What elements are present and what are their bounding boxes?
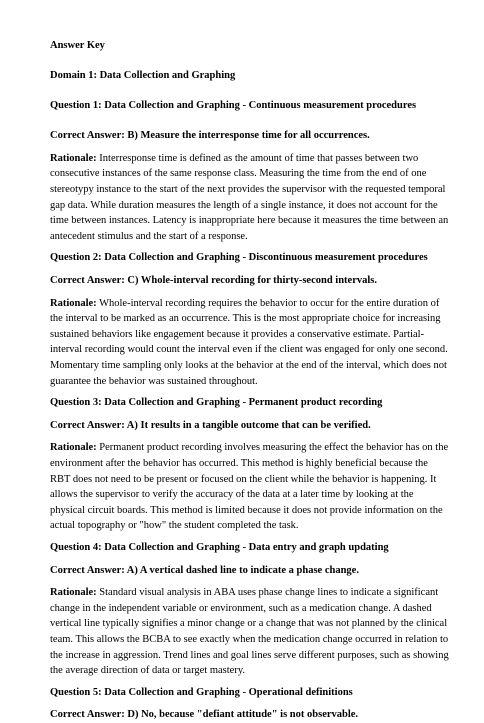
correct-answer: Correct Answer: B) Measure the interresponse time for all occurrences.	[50, 130, 370, 142]
rationale	[50, 151, 450, 245]
rationale-label: Rationale:	[50, 587, 97, 599]
correct-answer: Correct Answer: A) A vertical dashed line to indicate a phase change.	[50, 564, 359, 576]
domain-heading: Domain 1: Data Collection and Graphing	[50, 70, 236, 82]
correct-answer: Correct Answer: D) No, because "defiant attitude" is not observable.	[50, 709, 359, 721]
rationale-text: Permanent product recording involves measuring the effect the behavior has on the environment after the behavior has occurred. This method is highly beneficial because the RBT does not need to be present or focused on the client while the behavior is happening. It allows the supervisor to verify the accuracy of the data at a later time by looking at the physical circuit boards. This method is limited because it does not provide information on the actual topography or "how" the student completed the task.	[50, 442, 449, 532]
rationale-label: Rationale:	[50, 442, 97, 454]
rationale-text: Interresponse time is defined as the amount of time that passes between two consecutive instances of the same response class. Measuring the time from the end of one stereotypy instance to the start of the next provides the supervisor with the requested temporal gap data. While duration measures the length of a single instance, it does not account for the time between instances. Latency is inappropriate here because it measures the time between an antecedent stimulus and the start of a response.	[50, 152, 449, 242]
rationale-text: Standard visual analysis in ABA uses phase change lines to indicate a significant change in the independent variable or environment, such as a medication change. A dashed vertical line typically signifies a minor change or a change that was not planned by the clinical team. This allows the BCBA to see exactly when the medication change occurred in relation to the increase in aggression. Trend lines and goal lines serve different purposes, such as showing the average direction of data or target mastery.	[50, 587, 449, 677]
rationale-text: Whole-interval recording requires the behavior to occur for the entire duration of the interval to be marked as an occurrence. This is the most appropriate choice for increasing sustained behaviors like engagement because it provides a conservative estimate. Partial-interval recording would count the interval even if the client was engaged for only one second. Momentary time sampling only looks at the behavior at the end of the interval, which does not guarantee the behavior was sustained throughout.	[50, 297, 448, 387]
correct-answer: Correct Answer: A) It results in a tangible outcome that can be verified.	[50, 419, 371, 431]
rationale-label: Rationale:	[50, 297, 97, 309]
question-title: Question 3: Data Collection and Graphing - Permanent product recording	[50, 397, 383, 409]
question-1	[50, 98, 450, 244]
page-title: Answer Key	[50, 40, 105, 51]
question-5	[50, 685, 450, 723]
rationale-label: Rationale:	[50, 152, 97, 164]
question-title: Question 2: Data Collection and Graphing - Discontinuous measurement procedures	[50, 252, 428, 264]
rationale	[50, 440, 450, 534]
question-2	[50, 250, 450, 389]
question-4	[50, 540, 450, 679]
correct-answer: Correct Answer: C) Whole-interval recording for thirty-second intervals.	[50, 275, 377, 287]
question-title: Question 1: Data Collection and Graphing - Continuous measurement procedures	[50, 100, 417, 112]
question-3	[50, 395, 450, 534]
rationale	[50, 585, 450, 679]
question-title: Question 4: Data Collection and Graphing - Data entry and graph updating	[50, 541, 389, 553]
question-title: Question 5: Data Collection and Graphing - Operational definitions	[50, 686, 353, 698]
rationale	[50, 296, 450, 390]
